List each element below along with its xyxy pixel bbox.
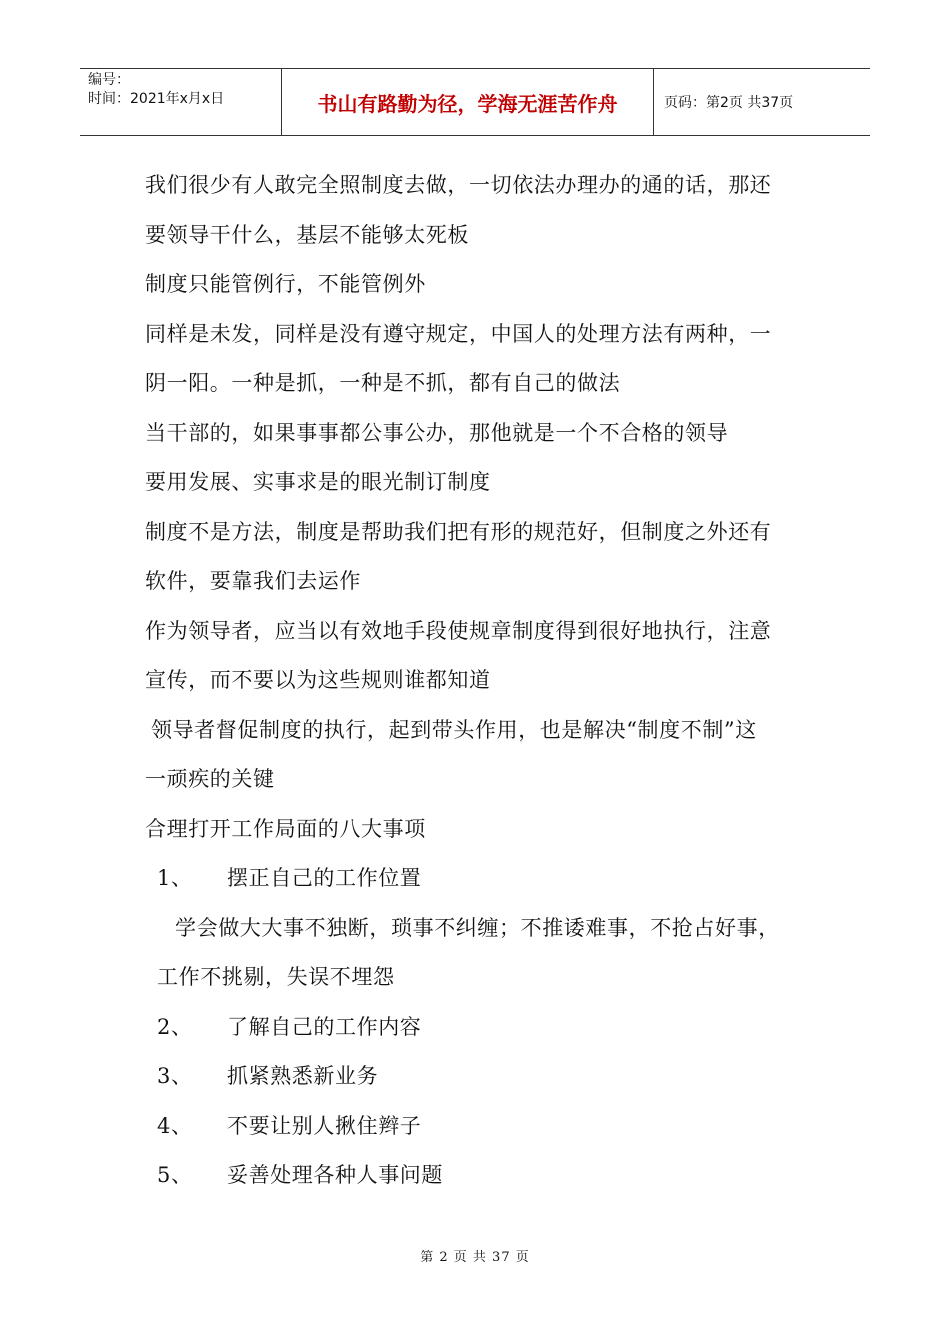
header-meta [80, 69, 282, 135]
text-line: 制度只能管例行，不能管例外 [145, 272, 426, 296]
number-label: 编号： [88, 72, 130, 88]
list-item-number: 5、 [157, 1163, 193, 1187]
header-motto: 书山有路勤为径，学海无涯苦作舟 [282, 69, 654, 135]
list-item [145, 858, 815, 908]
text-line: 阴一阳。一种是抓，一种是不抓，都有自己的做法 [145, 371, 621, 395]
text-line: 软件，要靠我们去运作 [145, 569, 361, 593]
list-item-number: 1、 [157, 866, 193, 890]
text-line: 领导者督促制度的执行，起到带头作用，也是解决“制度不制”这 [151, 717, 757, 742]
page-header [80, 68, 870, 136]
list-item-text: 了解自己的工作内容 [227, 1014, 422, 1039]
list-item-number: 4、 [157, 1113, 193, 1138]
text-line: 我们很少有人敢完全照制度去做，一切依法办理办的通的话，那还 [145, 173, 772, 197]
text-line: 宣传，而不要以为这些规则谁都知道 [145, 668, 491, 692]
text-line: 学会做大大事不独断，琐事不纠缠；不推诿难事，不抢占好事， [175, 915, 780, 940]
list-item [145, 1106, 815, 1156]
list-item-text: 摆正自己的工作位置 [227, 866, 422, 890]
body-text [145, 165, 815, 1205]
section-heading: 合理打开工作局面的八大事项 [145, 816, 426, 841]
text-line: 工作不挑剔，失误不埋怨 [157, 965, 395, 989]
list-item-number: 2、 [157, 1014, 193, 1039]
text-line: 一顽疾的关键 [145, 767, 275, 791]
text-line: 要领导干什么，基层不能够太死板 [145, 222, 469, 247]
text-line: 当干部的，如果事事都公事公办，那他就是一个不合格的领导 [145, 420, 729, 445]
list-item-text: 不要让别人揪住辫子 [227, 1113, 422, 1138]
text-line: 制度不是方法，制度是帮助我们把有形的规范好，但制度之外还有 [145, 519, 772, 544]
text-line: 同样是未发，同样是没有遵守规定，中国人的处理方法有两种，一 [145, 321, 772, 346]
header-page-info: 页码：第2页 共37页 [664, 95, 794, 111]
text-line: 作为领导者，应当以有效地手段使规章制度得到很好地执行，注意 [145, 618, 772, 643]
text-line: 要用发展、实事求是的眼光制订制度 [145, 470, 491, 494]
list-item-text: 抓紧熟悉新业务 [227, 1064, 379, 1088]
list-item [145, 1155, 815, 1205]
time-label: 时间：2021年x月x日 [88, 91, 225, 107]
list-item [145, 1056, 815, 1106]
list-item-text: 妥善处理各种人事问题 [227, 1163, 443, 1187]
list-item-number: 3、 [157, 1064, 193, 1088]
list-item [145, 1007, 815, 1057]
page-footer: 第 2 页 共 37 页 [420, 1250, 530, 1265]
